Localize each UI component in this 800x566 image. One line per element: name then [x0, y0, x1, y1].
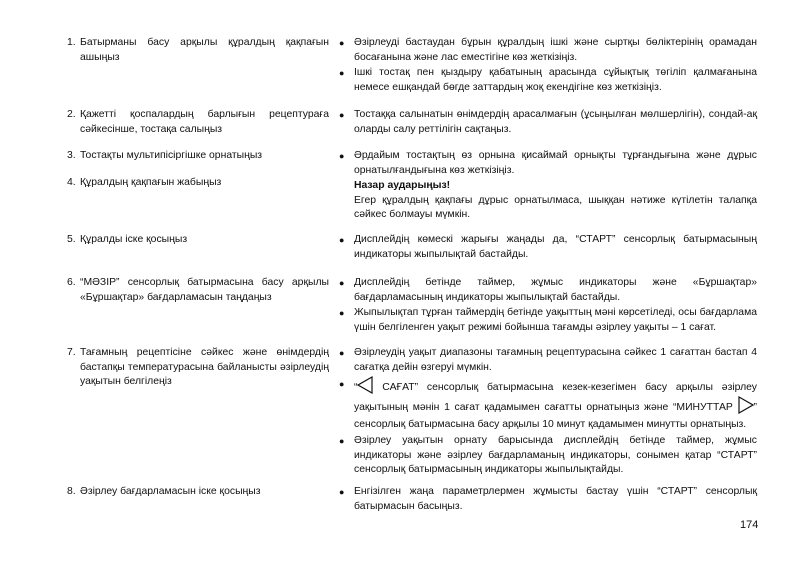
- notes-step-1: [338, 36, 757, 96]
- page-number: 174: [740, 519, 759, 531]
- attention-text: Егер құралдың қақпағы дұрыс орнатылмаса, шыққан нәтиже күтілетін талапқа сәйкес болмауы мүмкін.: [354, 194, 757, 220]
- bullet-icon: ●: [339, 38, 345, 48]
- bullet-icon: ●: [339, 348, 345, 358]
- bullet-icon: ●: [339, 278, 345, 288]
- bullet-icon: ●: [339, 436, 345, 446]
- attention-title: Назар аударыңыз!: [354, 180, 451, 191]
- bullet-note: ● Дисплейдің бетінде таймер, жұмыс индикаторы және «Бұршақтар» бағдарламасының индикаторы жыпылықтай бастайды.: [339, 277, 757, 303]
- bullet-icon: ●: [339, 379, 345, 389]
- bullet-note: ● Дисплейдің көмескі жарығы жаңады да, “СТАРТ” сенсорлық батырмасының индикаторы жыпылықтай бастайды.: [339, 234, 757, 260]
- step-text: “МӘЗІР” сенсорлық батырмасына басу арқылы «Бұршақтар» бағдарламасын таңдаңыз: [80, 277, 329, 303]
- step-number: 5.: [67, 234, 76, 245]
- step-4: [67, 176, 329, 191]
- step-number: 6.: [67, 277, 76, 288]
- notes-step-7: [338, 346, 757, 479]
- bullet-icon: ●: [339, 308, 345, 318]
- step-text: Тағамның рецептісіне сәйкес және өнімдердің бастапқы температурасына байланысты әзірлеудің уақытын белгілеңіз: [80, 347, 329, 387]
- step-number: 1.: [67, 37, 76, 48]
- bullet-note: ● Тостаққа салынатын өнімдердің арасалмағын (ұсыңылған мөлшерлігін), сондай-ақ оларды салу реттілігін сақтаңыз.: [339, 109, 757, 135]
- bullet-note: ● Енгізілген жаңа параметрлермен жұмысты бастау үшін “СТАРТ” сенсорлық батырмасын басыңыз.: [339, 486, 757, 512]
- step-number: 3.: [67, 150, 76, 161]
- step-1: [67, 36, 329, 65]
- step-3: [67, 149, 329, 164]
- bullet-note: ● Әрдайым тостақтың өз орнына қисаймай орнықты тұрғандығына және дұрыс орнатылғандығына көз жеткізіңіз.: [339, 150, 757, 176]
- step-number: 4.: [67, 177, 76, 188]
- step-number: 2.: [67, 109, 76, 120]
- notes-step-5: [338, 233, 757, 263]
- step-text: Қажетті қоспалардың барлығын рецептураға сәйкесінше, тостақа салыңыз: [80, 109, 329, 135]
- step-text: Тостақты мультипісіргішке орнатыңыз: [80, 150, 263, 161]
- step-text: Құралды іске қосыңыз: [80, 234, 188, 245]
- step-text: Батырманы басу арқылы құралдың қақпағын ашыңыз: [80, 37, 329, 63]
- triangle-right-icon: [738, 396, 754, 414]
- bullet-icon: ●: [339, 235, 345, 245]
- step-number: 7.: [67, 347, 76, 358]
- bullet-note: ● Әзірлеудің уақыт диапазоны тағамның рецептурасына сәйкес 1 сағаттан бастап 4 сағатқа дейін өзгеруі мүмкін.: [339, 347, 757, 373]
- bullet-note: ● “ САҒАТ” сенсорлық батырмасына кезек-кезегімен басу арқылы әзірлеу уақытының мәнін 1 сағат қадамымен сағатты орнатыңыз және “МИНУТТАР ” сенсорлық батырмасына басу арқылы 10 минут қадамымен минутты орнатыңыз.: [338, 376, 757, 433]
- bullet-icon: ●: [339, 487, 345, 497]
- step-text: Құралдың қақпағын жабыңыз: [80, 177, 222, 188]
- step-5: [67, 233, 329, 248]
- triangle-left-icon: [357, 376, 373, 394]
- bullet-icon: ●: [339, 151, 345, 161]
- notes-step-2: [338, 108, 757, 138]
- step-7: [67, 346, 329, 390]
- bullet-note: ● Әзірлеу уақытын орнату барысында дисплейдің бетінде таймер, жұмыс индикаторы және әзірлеу бағдарламаның индикаторы, сонымен қатар “СТАРТ” сенсорлық батырмасының индикаторы жыпылықтайды.: [339, 435, 757, 475]
- bullet-icon: ●: [339, 68, 345, 78]
- bullet-note: ● Ішкі тостақ пен қыздыру қабатының арасында сұйықтық төгіліп қалмағанына немесе ешқандай бөгде заттардың жоқ екендігіне көз жеткізіңіз.: [339, 67, 757, 93]
- bullet-note: ● Әзірлеуді бастаудан бұрын құралдың ішкі және сыртқы бөліктерінің орамадан босағанына және лас еместігіне көз жеткізіңіз.: [339, 37, 757, 63]
- bullet-icon: ●: [339, 110, 345, 120]
- notes-step-6: [338, 276, 757, 336]
- step-8: [67, 485, 329, 500]
- step-number: 8.: [67, 486, 76, 497]
- step-text: Әзірлеу бағдарламасын іске қосыңыз: [80, 486, 261, 497]
- notes-step-3-4: [338, 149, 757, 223]
- bullet-note: ● Жыпылықтап тұрған таймердің бетінде уақыттың мәні көрсетіледі, осы бағдарлама үшін белгіленген уақыт режимі бойынша тағамды әзірлеу уақыты – 1 сағат.: [339, 307, 757, 333]
- notes-step-8: [338, 485, 757, 515]
- step-2: [67, 108, 329, 137]
- step-6: [67, 276, 329, 305]
